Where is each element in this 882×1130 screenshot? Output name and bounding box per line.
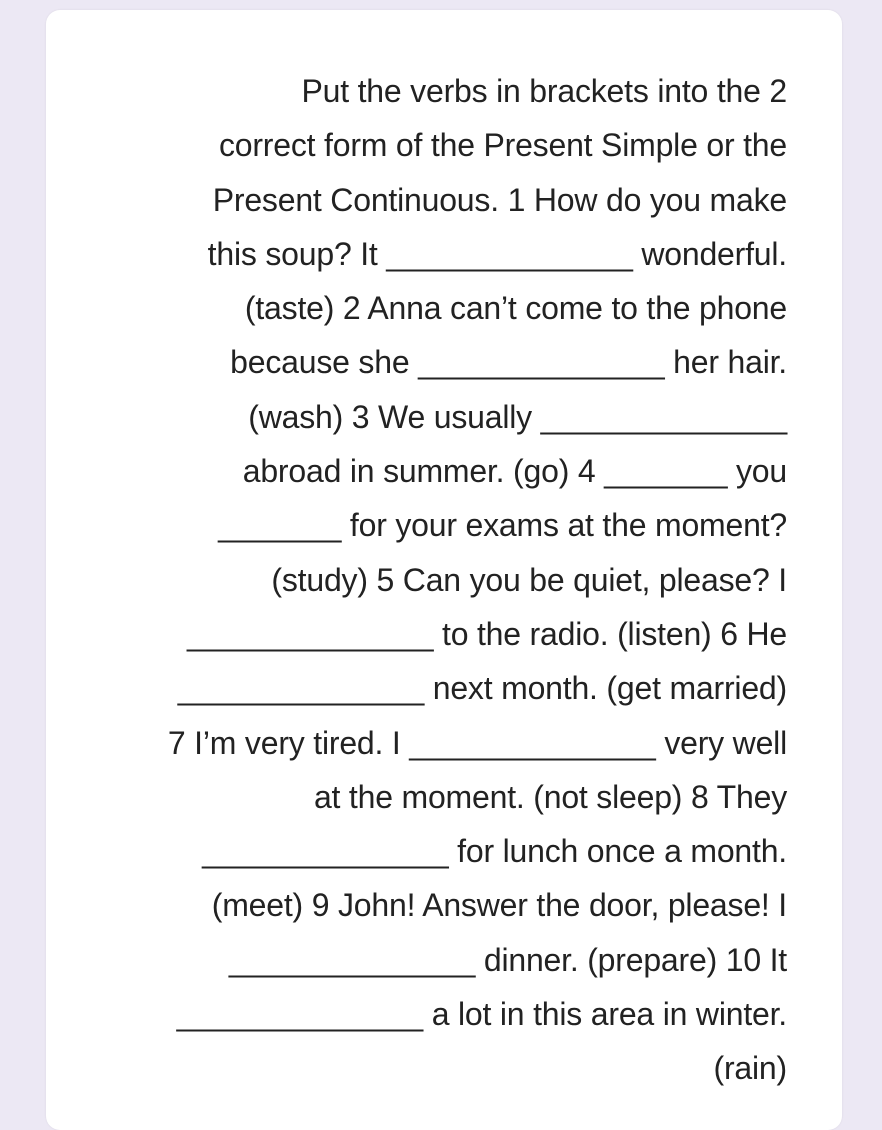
exercise-line-12: ______________ next month. (get married) bbox=[177, 670, 787, 707]
exercise-line-8: abroad in summer. (go) 4 _______ you bbox=[242, 453, 787, 490]
exercise-line-14: at the moment. (not sleep) 8 They bbox=[313, 778, 787, 815]
exercise-line-3: Present Continuous. 1 How do you make bbox=[212, 181, 787, 218]
exercise-line-2: correct form of the Present Simple or the bbox=[218, 127, 787, 164]
exercise-line-15: ______________ for lunch once a month. bbox=[202, 833, 787, 870]
exercise-line-13: 7 I’m very tired. I ______________ very well bbox=[167, 724, 787, 761]
exercise-line-1: Put the verbs in brackets into the 2 bbox=[301, 73, 787, 109]
exercise-text bbox=[104, 64, 787, 1096]
exercise-line-4: this soup? It ______________ wonderful. bbox=[207, 235, 787, 272]
exercise-line-5: (taste) 2 Anna can’t come to the phone bbox=[244, 290, 787, 327]
exercise-line-10: (study) 5 Can you be quiet, please? I bbox=[271, 561, 787, 598]
exercise-line-16: (meet) 9 John! Answer the door, please! I bbox=[211, 887, 787, 924]
exercise-line-9: _______ for your exams at the moment? bbox=[218, 507, 787, 544]
exercise-line-11: ______________ to the radio. (listen) 6 He bbox=[186, 615, 787, 652]
exercise-line-17: ______________ dinner. (prepare) 10 It bbox=[228, 941, 787, 978]
exercise-line-19: (rain) bbox=[713, 1050, 787, 1087]
exercise-line-6: because she ______________ her hair. bbox=[230, 344, 787, 381]
exercise-line-7: (wash) 3 We usually ______________ bbox=[248, 398, 787, 435]
exercise-line-18: ______________ a lot in this area in winter. bbox=[176, 996, 787, 1033]
